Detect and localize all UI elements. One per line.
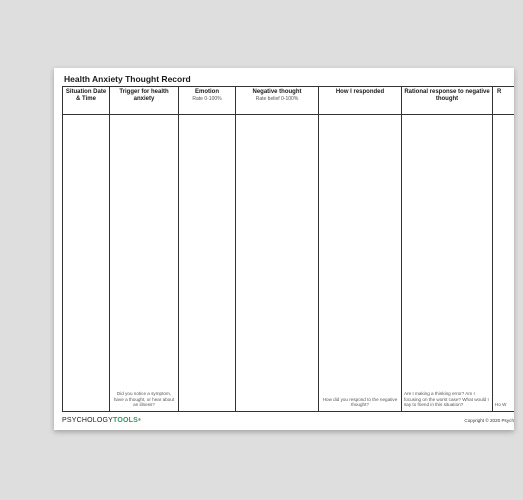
column-emotion	[179, 87, 236, 411]
column-negative-thought	[236, 87, 319, 411]
column-hint: Did you notice a symptom, have a thought, or hear about an illness?	[113, 391, 175, 408]
column-hint: How did you respond to the negative thought?	[322, 396, 398, 408]
worksheet-page	[54, 68, 514, 430]
column-situation	[63, 87, 110, 411]
column-heading: Emotion	[195, 89, 219, 95]
copyright-notice: Copyright © 2020 Psych	[464, 418, 514, 423]
column-heading: Situation Date & Time	[65, 89, 107, 102]
column-hint: Ho W	[495, 402, 507, 408]
column-heading: Negative thought	[252, 89, 302, 95]
column-rational-response	[402, 87, 493, 411]
column-subheading: Rate 0-100%	[192, 96, 222, 102]
column-heading: How I responded	[335, 89, 385, 95]
column-subheading: Rate belief 0-100%	[255, 96, 299, 102]
column-trigger	[110, 87, 179, 411]
column-heading: Trigger for health anxiety	[119, 89, 169, 102]
worksheet-title: Health Anxiety Thought Record	[64, 74, 191, 84]
column-heading: Rational response to negative thought	[404, 89, 490, 102]
column-hint: Are I making a thinking error? Am I focusing on the worst case? What would I say to friend in this situation?	[404, 391, 489, 408]
thought-record-table	[62, 86, 514, 412]
psychology-tools-logo: PSYCHOLOGYTOOLS®	[62, 417, 142, 424]
column-cutoff	[493, 87, 523, 411]
column-heading: R	[497, 89, 502, 95]
column-how-i-responded	[319, 87, 402, 411]
